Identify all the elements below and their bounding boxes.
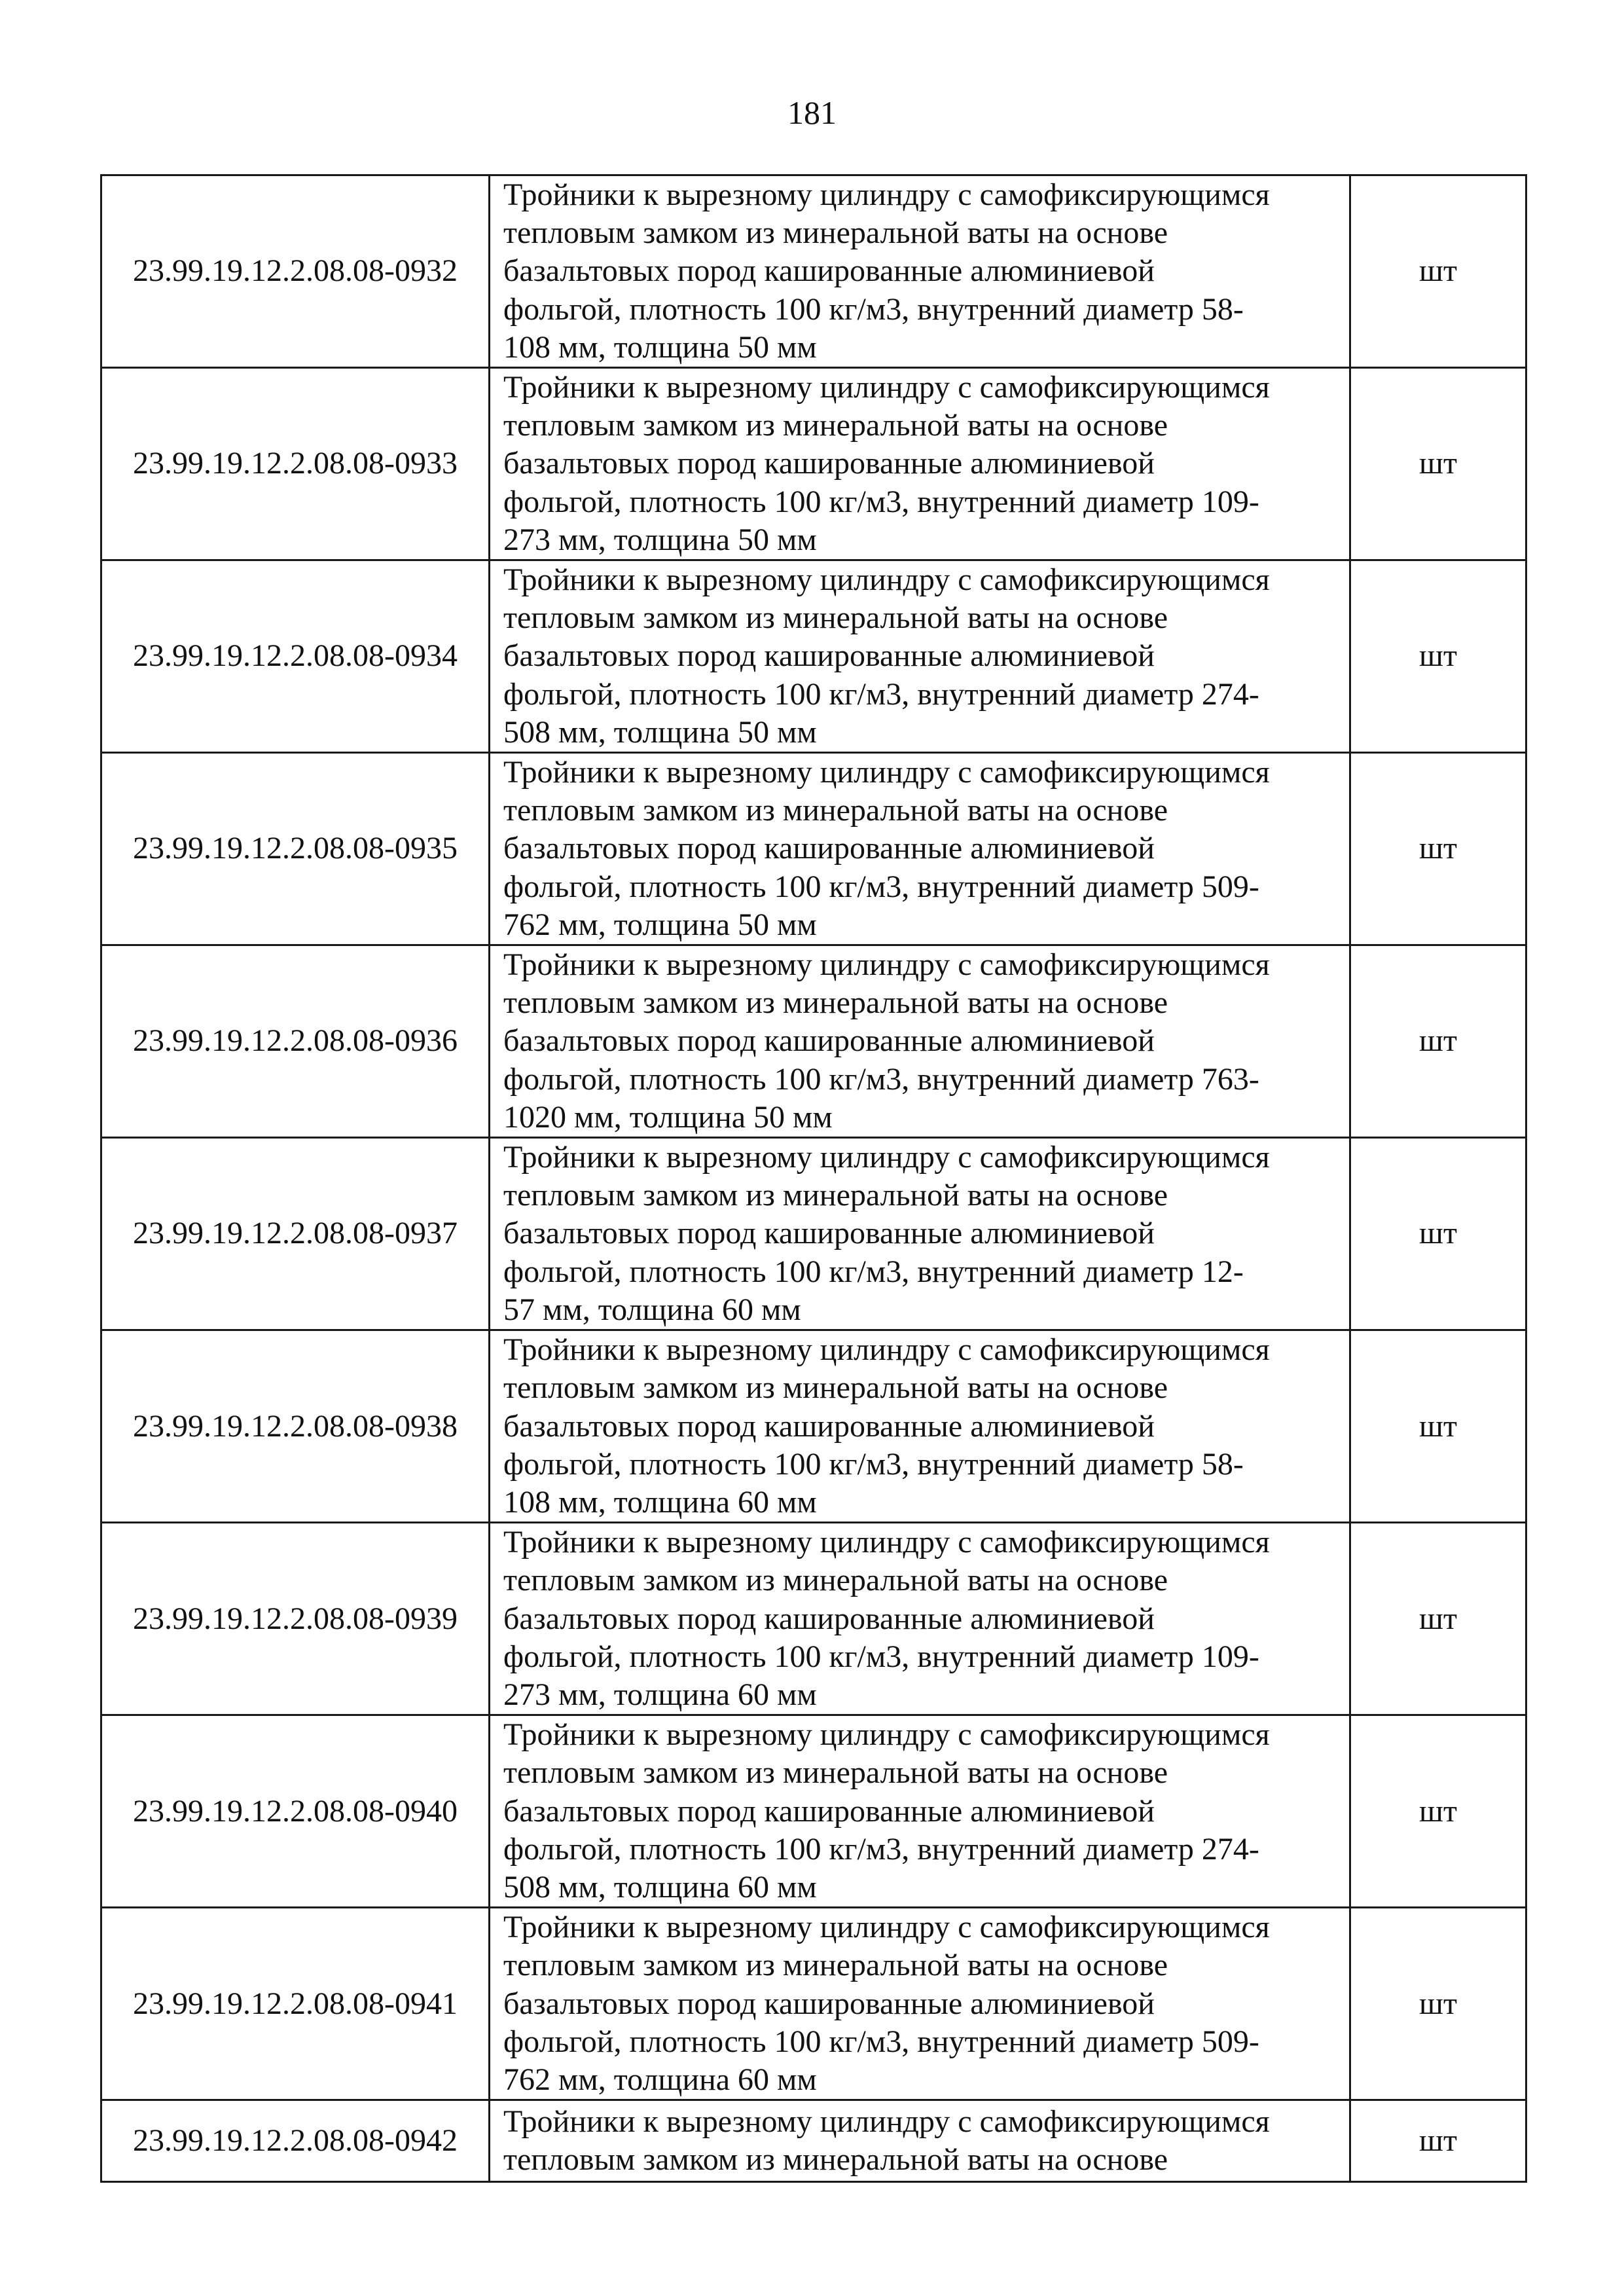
unit-of-measure: шт bbox=[1350, 175, 1526, 368]
specification-table-body bbox=[101, 175, 1526, 2182]
description-line: 762 мм, толщина 60 мм bbox=[503, 2062, 817, 2097]
description-line: базальтовых пород кашированные алюминиевой bbox=[503, 1216, 1155, 1251]
description-line: 273 мм, толщина 60 мм bbox=[503, 1677, 817, 1712]
description-line: Тройники к вырезному цилиндру с самофиксирующимся bbox=[503, 562, 1270, 598]
description-line: 762 мм, толщина 50 мм bbox=[503, 907, 817, 942]
description-line: Тройники к вырезному цилиндру с самофиксирующимся bbox=[503, 2104, 1270, 2139]
description-line: Тройники к вырезному цилиндру с самофиксирующимся bbox=[503, 1140, 1270, 1175]
description-line: тепловым замком из минеральной ваты на основе bbox=[503, 1948, 1168, 1983]
description-line: 1020 мм, толщина 50 мм bbox=[503, 1099, 833, 1135]
table-row bbox=[101, 1523, 1526, 1715]
resource-code: 23.99.19.12.2.08.08-0940 bbox=[101, 1715, 490, 1908]
table-row bbox=[101, 753, 1526, 945]
resource-description bbox=[490, 1523, 1350, 1715]
description-line: 508 мм, толщина 60 мм bbox=[503, 1869, 817, 1904]
table-row bbox=[101, 368, 1526, 560]
resource-code: 23.99.19.12.2.08.08-0933 bbox=[101, 368, 490, 560]
resource-code: 23.99.19.12.2.08.08-0937 bbox=[101, 1138, 490, 1330]
resource-description bbox=[490, 945, 1350, 1138]
resource-code: 23.99.19.12.2.08.08-0936 bbox=[101, 945, 490, 1138]
description-line: Тройники к вырезному цилиндру с самофиксирующимся bbox=[503, 1525, 1270, 1560]
resource-code: 23.99.19.12.2.08.08-0941 bbox=[101, 1908, 490, 2100]
unit-of-measure: шт bbox=[1350, 945, 1526, 1138]
description-line: базальтовых пород кашированные алюминиевой bbox=[503, 1986, 1155, 2021]
description-line: фольгой, плотность 100 кг/м3, внутренний диаметр 763- bbox=[503, 1061, 1259, 1097]
page-number: 181 bbox=[787, 94, 837, 131]
description-line: тепловым замком из минеральной ваты на основе bbox=[503, 600, 1168, 636]
resource-code: 23.99.19.12.2.08.08-0939 bbox=[101, 1523, 490, 1715]
description-line: фольгой, плотность 100 кг/м3, внутренний диаметр 509- bbox=[503, 869, 1259, 904]
resource-code: 23.99.19.12.2.08.08-0934 bbox=[101, 560, 490, 753]
unit-of-measure: шт bbox=[1350, 1138, 1526, 1330]
description-line: Тройники к вырезному цилиндру с самофиксирующимся bbox=[503, 1717, 1270, 1753]
resource-description bbox=[490, 1330, 1350, 1523]
description-line: тепловым замком из минеральной ваты на основе bbox=[503, 1563, 1168, 1598]
description-line: Тройники к вырезному цилиндру с самофиксирующимся bbox=[503, 1332, 1270, 1368]
description-line: тепловым замком из минеральной ваты на основе bbox=[503, 1755, 1168, 1791]
description-line: тепловым замком из минеральной ваты на основе bbox=[503, 2142, 1168, 2178]
description-line: фольгой, плотность 100 кг/м3, внутренний диаметр 109- bbox=[503, 484, 1259, 519]
description-line: базальтовых пород кашированные алюминиевой bbox=[503, 1023, 1155, 1059]
resource-description bbox=[490, 1715, 1350, 1908]
description-line: базальтовых пород кашированные алюминиевой bbox=[503, 1408, 1155, 1444]
table-row bbox=[101, 175, 1526, 368]
description-line: Тройники к вырезному цилиндру с самофиксирующимся bbox=[503, 755, 1270, 790]
resource-code: 23.99.19.12.2.08.08-0935 bbox=[101, 753, 490, 945]
description-line: тепловым замком из минеральной ваты на основе bbox=[503, 215, 1168, 251]
description-line: фольгой, плотность 100 кг/м3, внутренний диаметр 509- bbox=[503, 2024, 1259, 2059]
unit-of-measure: шт bbox=[1350, 2100, 1526, 2182]
description-line: фольгой, плотность 100 кг/м3, внутренний диаметр 58- bbox=[503, 291, 1244, 327]
description-line: тепловым замком из минеральной ваты на основе bbox=[503, 985, 1168, 1021]
unit-of-measure: шт bbox=[1350, 1330, 1526, 1523]
description-line: фольгой, плотность 100 кг/м3, внутренний диаметр 274- bbox=[503, 1831, 1259, 1867]
description-line: базальтовых пород кашированные алюминиевой bbox=[503, 831, 1155, 866]
resource-code: 23.99.19.12.2.08.08-0942 bbox=[101, 2100, 490, 2182]
description-line: Тройники к вырезному цилиндру с самофиксирующимся bbox=[503, 370, 1270, 405]
description-line: 108 мм, толщина 50 мм bbox=[503, 329, 817, 365]
table-row bbox=[101, 2100, 1526, 2182]
description-line: тепловым замком из минеральной ваты на основе bbox=[503, 1178, 1168, 1213]
description-line: тепловым замком из минеральной ваты на основе bbox=[503, 793, 1168, 828]
table-row bbox=[101, 1715, 1526, 1908]
description-line: 57 мм, толщина 60 мм bbox=[503, 1292, 801, 1327]
description-line: Тройники к вырезному цилиндру с самофиксирующимся bbox=[503, 1910, 1270, 1945]
description-line: базальтовых пород кашированные алюминиевой bbox=[503, 1793, 1155, 1829]
resource-description bbox=[490, 560, 1350, 753]
table-row bbox=[101, 1330, 1526, 1523]
resource-description bbox=[490, 753, 1350, 945]
description-line: Тройники к вырезному цилиндру с самофиксирующимся bbox=[503, 177, 1270, 212]
resource-description bbox=[490, 368, 1350, 560]
table-row bbox=[101, 1138, 1526, 1330]
table-row bbox=[101, 1908, 1526, 2100]
specification-table bbox=[100, 174, 1527, 2183]
unit-of-measure: шт bbox=[1350, 753, 1526, 945]
table-row bbox=[101, 560, 1526, 753]
description-line: базальтовых пород кашированные алюминиевой bbox=[503, 446, 1155, 481]
description-line: фольгой, плотность 100 кг/м3, внутренний диаметр 274- bbox=[503, 676, 1259, 712]
unit-of-measure: шт bbox=[1350, 368, 1526, 560]
unit-of-measure: шт bbox=[1350, 560, 1526, 753]
table-row bbox=[101, 945, 1526, 1138]
description-line: фольгой, плотность 100 кг/м3, внутренний диаметр 109- bbox=[503, 1639, 1259, 1674]
description-line: тепловым замком из минеральной ваты на основе bbox=[503, 1370, 1168, 1406]
resource-description bbox=[490, 175, 1350, 368]
description-line: базальтовых пород кашированные алюминиевой bbox=[503, 1601, 1155, 1636]
resource-code: 23.99.19.12.2.08.08-0932 bbox=[101, 175, 490, 368]
description-line: базальтовых пород кашированные алюминиевой bbox=[503, 638, 1155, 674]
unit-of-measure: шт bbox=[1350, 1715, 1526, 1908]
unit-of-measure: шт bbox=[1350, 1908, 1526, 2100]
description-line: 108 мм, толщина 60 мм bbox=[503, 1484, 817, 1520]
resource-code: 23.99.19.12.2.08.08-0938 bbox=[101, 1330, 490, 1523]
resource-description bbox=[490, 2100, 1350, 2182]
description-line: фольгой, плотность 100 кг/м3, внутренний диаметр 58- bbox=[503, 1446, 1244, 1482]
resource-description bbox=[490, 1908, 1350, 2100]
description-line: базальтовых пород кашированные алюминиевой bbox=[503, 253, 1155, 289]
unit-of-measure: шт bbox=[1350, 1523, 1526, 1715]
description-line: тепловым замком из минеральной ваты на основе bbox=[503, 408, 1168, 443]
resource-description bbox=[490, 1138, 1350, 1330]
description-line: фольгой, плотность 100 кг/м3, внутренний диаметр 12- bbox=[503, 1254, 1244, 1289]
description-line: 273 мм, толщина 50 мм bbox=[503, 522, 817, 557]
description-line: Тройники к вырезному цилиндру с самофиксирующимся bbox=[503, 947, 1270, 983]
description-line: 508 мм, толщина 50 мм bbox=[503, 714, 817, 750]
